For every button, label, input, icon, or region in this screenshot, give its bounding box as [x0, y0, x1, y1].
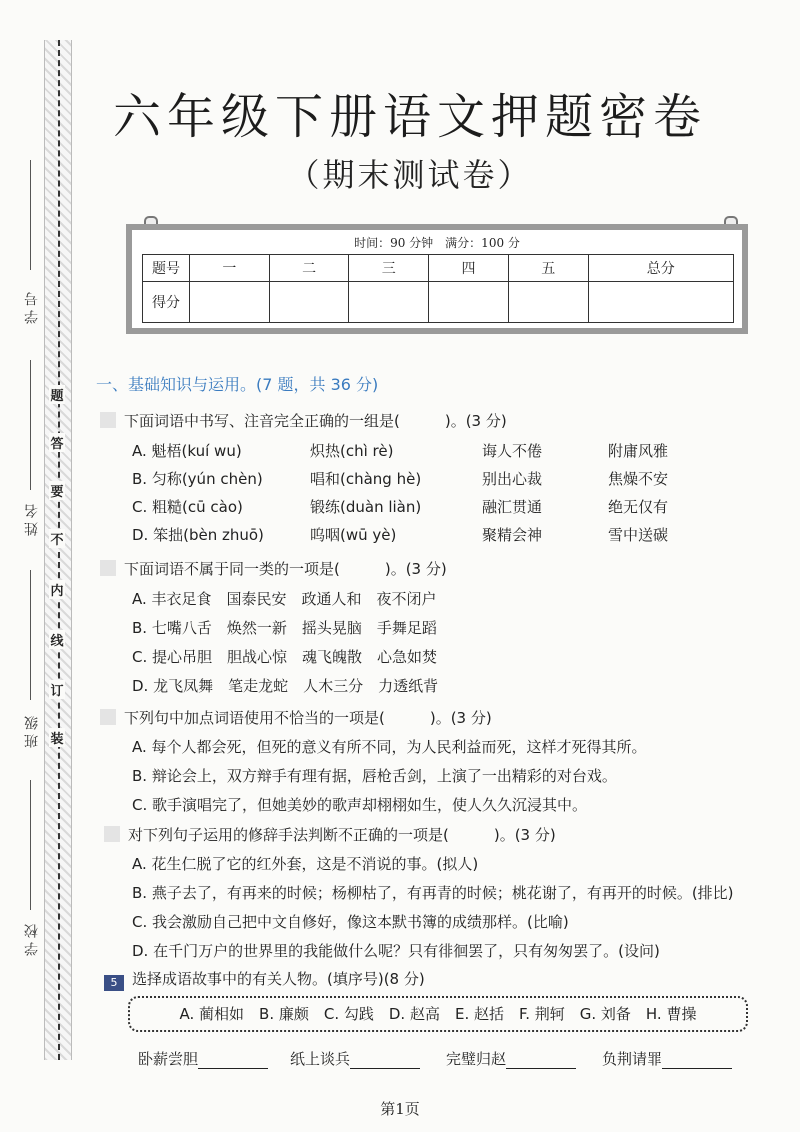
- binding-warning-char: 内: [49, 580, 65, 599]
- score-header: 三: [349, 255, 429, 282]
- score-cell[interactable]: [588, 282, 733, 323]
- question-1: [100, 410, 507, 431]
- page-number: 第1页: [380, 1100, 420, 1118]
- student-no-line: [30, 160, 31, 270]
- q1-option-d-2: 呜咽(wū yè): [310, 526, 397, 544]
- binding-warning-char: 装: [49, 728, 65, 747]
- section-heading: 一、基础知识与运用。(7 题，共 36 分): [96, 375, 379, 394]
- school-label: 学校: [24, 920, 40, 956]
- q3-option-b: B. 辩论会上，双方辩手有理有据，唇枪舌剑，上演了一出精彩的对台戏。: [132, 767, 617, 785]
- answer-blank[interactable]: [662, 1050, 732, 1069]
- q1-option-b-3: 别出心裁: [482, 470, 543, 488]
- q5-blank-1: [138, 1048, 268, 1069]
- score-board: [126, 224, 748, 334]
- binding-dashed-line: [58, 40, 60, 1060]
- score-header: 题号: [143, 255, 190, 282]
- idiom-label: 完璧归赵: [446, 1050, 507, 1068]
- score-header: 一: [190, 255, 270, 282]
- score-header: 二: [269, 255, 349, 282]
- q1-option-c-1: C. 粗糙(cū cào): [132, 498, 243, 516]
- q2-option-a: A. 丰衣足食 国泰民安 政通人和 夜不闭户: [132, 590, 437, 608]
- q2-option-c: C. 提心吊胆 胆战心惊 魂飞魄散 心急如焚: [132, 648, 438, 666]
- class-label: 班级: [24, 712, 40, 748]
- student-no-label: 学号: [24, 288, 40, 324]
- page-title: 六年级下册语文押题密卷: [112, 89, 707, 145]
- question-4: [104, 824, 556, 845]
- name-label: 姓名: [24, 500, 40, 536]
- question-number-box: [100, 412, 116, 428]
- question-number-box: [104, 826, 120, 842]
- q5-blank-2: [290, 1048, 420, 1069]
- answer-blank[interactable]: [198, 1050, 268, 1069]
- score-row-label: 得分: [143, 282, 190, 323]
- question-stem: 对下列句子运用的修辞手法判断不正确的一项是( )。(3 分): [128, 826, 556, 844]
- class-line: [30, 570, 31, 700]
- score-header: 总分: [588, 255, 733, 282]
- binding-warning-char: 线: [49, 630, 65, 649]
- binding-warning-char: 答: [49, 433, 65, 452]
- question-number-badge: 5: [104, 975, 124, 991]
- score-table: [142, 254, 734, 323]
- school-line: [30, 780, 31, 910]
- q2-option-b: B. 七嘴八舌 焕然一新 摇头晃脑 手舞足蹈: [132, 619, 437, 637]
- q1-option-a-1: A. 魁梧(kuí wu): [132, 442, 242, 460]
- q5-blank-3: [446, 1048, 576, 1069]
- q1-option-b-4: 焦燥不安: [608, 470, 669, 488]
- q2-option-d: D. 龙飞凤舞 笔走龙蛇 人木三分 力透纸背: [132, 677, 439, 695]
- question-stem: 下列句中加点词语使用不恰当的一项是( )。(3 分): [124, 709, 492, 727]
- q1-option-d-4: 雪中送碳: [608, 526, 669, 544]
- q3-option-a: A. 每个人都会死，但死的意义有所不同，为人民利益而死，这样才死得其所。: [132, 738, 647, 756]
- binding-warning-char: 不: [49, 529, 65, 548]
- score-cell[interactable]: [190, 282, 270, 323]
- q4-option-c: C. 我会激励自己把中文自修好，像这本默书簿的成绩那样。(比喻): [132, 913, 569, 931]
- q1-option-b-1: B. 匀称(yún chèn): [132, 470, 263, 488]
- q4-option-b: B. 燕子去了，有再来的时候；杨柳枯了，有再青的时候；桃花谢了，有再开的时候。(排比): [132, 884, 734, 902]
- q1-option-c-3: 融汇贯通: [482, 498, 543, 516]
- q1-option-d-3: 聚精会神: [482, 526, 543, 544]
- score-cell[interactable]: [429, 282, 509, 323]
- page-subtitle: （期末测试卷）: [287, 156, 533, 194]
- score-cell[interactable]: [269, 282, 349, 323]
- question-stem: 选择成语故事中的有关人物。(填序号)(8 分): [132, 970, 425, 988]
- question-2: [100, 558, 447, 579]
- answer-blank[interactable]: [350, 1050, 420, 1069]
- question-5: [104, 968, 425, 991]
- q5-blank-4: [602, 1048, 732, 1069]
- q4-option-a: A. 花生仁脱了它的红外套，这是不消说的事。(拟人): [132, 855, 479, 873]
- score-cell[interactable]: [508, 282, 588, 323]
- name-line: [30, 360, 31, 490]
- q5-choices-box: A. 蔺相如 B. 廉颇 C. 勾践 D. 赵高 E. 赵括 F. 荆轲 G. 刘备 H. 曹操: [128, 996, 748, 1032]
- score-header: 五: [508, 255, 588, 282]
- q3-option-c: C. 歌手演唱完了，但她美妙的歌声却栩栩如生，使人久久沉浸其中。: [132, 796, 588, 814]
- binding-warning-char: 订: [49, 680, 65, 699]
- exam-info: 时间：90 分钟 满分：100 分: [354, 236, 520, 250]
- q4-option-d: D. 在千门万户的世界里的我能做什么呢？只有徘徊罢了，只有匆匆罢了。(设问): [132, 942, 660, 960]
- question-stem: 下面词语中书写、注音完全正确的一组是( )。(3 分): [124, 412, 507, 430]
- q1-option-a-3: 诲人不倦: [482, 442, 543, 460]
- q1-option-c-2: 锻练(duàn liàn): [310, 498, 422, 516]
- binding-warning-char: 题: [49, 385, 65, 404]
- idiom-label: 卧薪尝胆: [138, 1050, 199, 1068]
- q1-option-c-4: 绝无仅有: [608, 498, 669, 516]
- q1-option-a-4: 附庸风雅: [608, 442, 669, 460]
- idiom-label: 纸上谈兵: [290, 1050, 351, 1068]
- question-number-box: [100, 560, 116, 576]
- idiom-label: 负荆请罪: [602, 1050, 663, 1068]
- binding-warning-char: 要: [49, 481, 65, 500]
- q1-option-a-2: 炽热(chì rè): [310, 442, 394, 460]
- answer-blank[interactable]: [506, 1050, 576, 1069]
- question-3: [100, 707, 492, 728]
- q1-option-d-1: D. 笨拙(bèn zhuō): [132, 526, 264, 544]
- q1-option-b-2: 唱和(chàng hè): [310, 470, 422, 488]
- score-cell[interactable]: [349, 282, 429, 323]
- question-number-box: [100, 709, 116, 725]
- question-stem: 下面词语不属于同一类的一项是( )。(3 分): [124, 560, 447, 578]
- score-header: 四: [429, 255, 509, 282]
